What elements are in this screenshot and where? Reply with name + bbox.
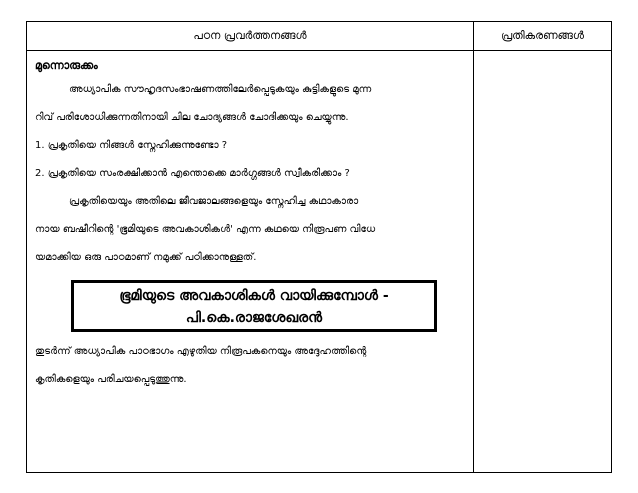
question-1: 1. പ്രകൃതിയെ നിങ്ങൾ സ്നേഹിക്കുന്നുണ്ടോ ?	[35, 140, 228, 151]
lesson-author: പി.കെ.രാജശേഖരൻ	[185, 310, 323, 326]
text-line: റിവ് പരിശോധിക്കുന്നതിനായി ചില ചോദ്യങ്ങൾ ചോദിക്കയും ചെയ്യുന്നു.	[35, 112, 349, 123]
text-line: കൃതികളെയും പരിചയപ്പെടുത്തുന്നു.	[35, 374, 187, 385]
responses-cell	[474, 51, 611, 472]
lesson-table	[26, 21, 612, 473]
text-line: യമാക്കിയ ഒരു പാഠമാണ് നമുക്ക് പഠിക്കാനുള്ളത്.	[35, 252, 257, 263]
lesson-title-box	[71, 280, 437, 332]
text-line: അധ്യാപിക സൗഹൃദസംഭാഷണത്തിലേർപ്പെടുകയും കുട്ടികളുടെ മുന്ന	[69, 84, 372, 95]
text-line: നായ ബഷീറിന്റെ 'ഭൂമിയുടെ അവകാശികൾ' എന്ന കഥയെ നിരൂപണ വിധേ	[35, 224, 376, 235]
question-2: 2. പ്രകൃതിയെ സംരക്ഷിക്കാൻ എന്തൊക്കെ മാർഗ്ഗങ്ങൾ സ്വീകരിക്കാം ?	[35, 168, 350, 179]
header-responses: പ്രതികരണങ്ങൾ	[501, 29, 584, 42]
section-title: മുന്നൊരുക്കം	[35, 59, 98, 72]
table-header-row	[27, 22, 611, 51]
text-line: പ്രകൃതിയെയും അതിലെ ജീവജാലങ്ങളെയും സ്നേഹിച്ച കഥാകാരാ	[69, 196, 359, 207]
text-line: തുടർന്ന് അധ്യാപിക പാഠഭാഗം എഴുതിയ നിരൂപകനെയും അദ്ദേഹത്തിന്റെ	[35, 346, 367, 357]
lesson-title: ഭൂമിയുടെ അവകാശികൾ വായിക്കുമ്പോൾ -	[119, 288, 389, 304]
header-learning-activities: പഠന പ്രവർത്തനങ്ങൾ	[193, 29, 307, 42]
activities-cell	[35, 56, 465, 394]
